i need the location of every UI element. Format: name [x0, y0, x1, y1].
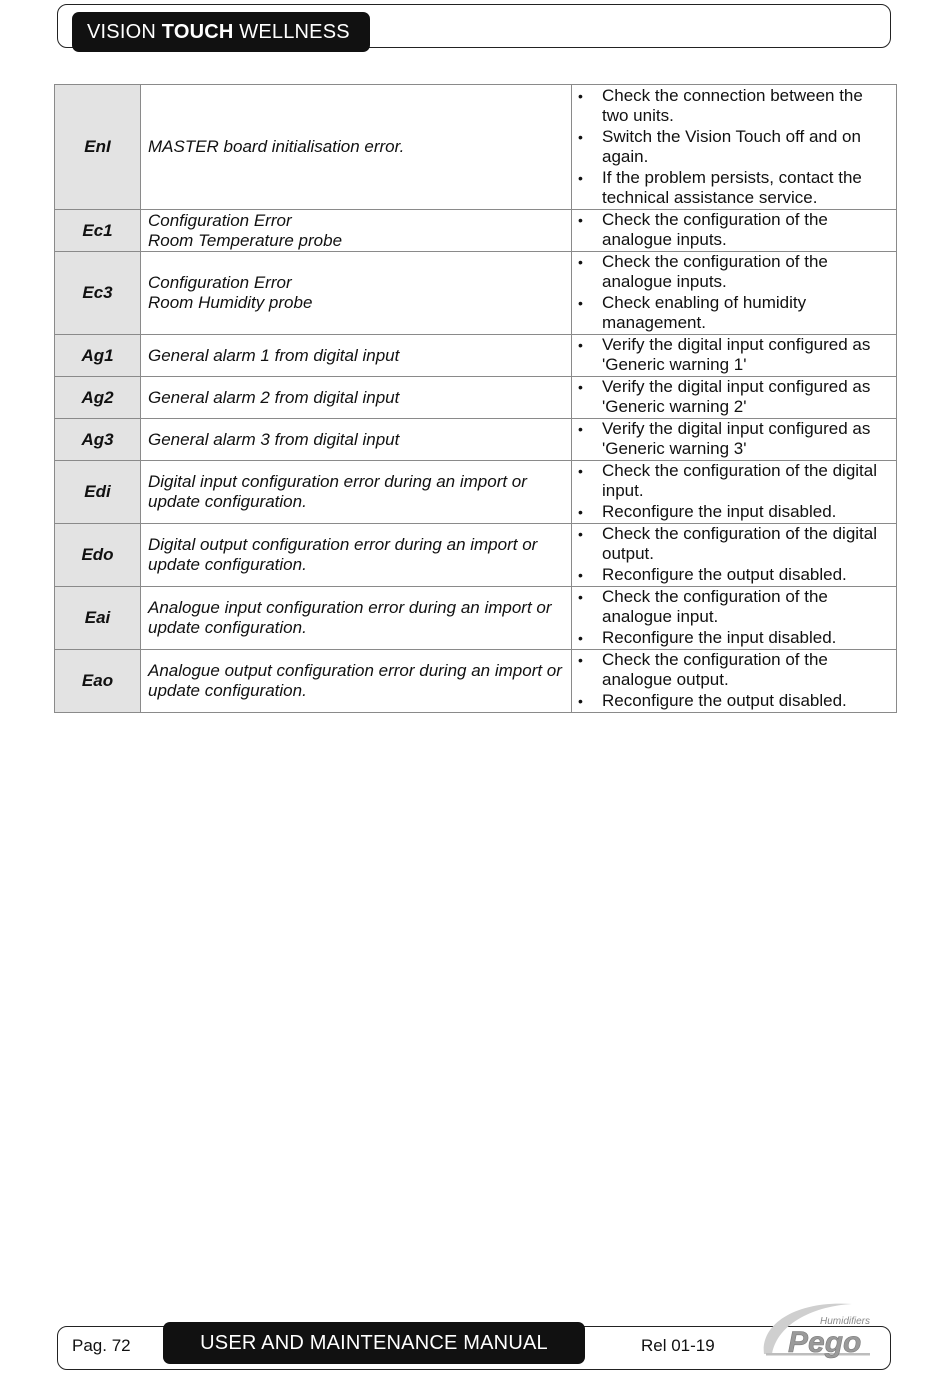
title-part-2: WELLNESS [239, 20, 350, 43]
alarm-actions [572, 335, 897, 377]
alarm-row [55, 419, 897, 461]
alarm-code: Ec3 [55, 252, 141, 335]
action-list [572, 377, 890, 417]
alarm-actions [572, 587, 897, 650]
action-list [572, 524, 890, 585]
description-line: General alarm 2 from digital input [148, 387, 400, 407]
title-bold-part: TOUCH [161, 20, 234, 43]
action-item: • If the problem persists, contact the technical assistance service. [572, 168, 890, 208]
alarm-actions [572, 419, 897, 461]
alarm-row [55, 210, 897, 252]
description-line: General alarm 1 from digital input [148, 345, 400, 365]
alarm-description [141, 377, 572, 419]
alarm-code: Eai [55, 587, 141, 650]
logo-brand: Pego [788, 1326, 862, 1359]
description-line: Room Humidity probe [148, 293, 313, 312]
logo-tagline: Humidifiers [820, 1316, 871, 1327]
action-item: • Check enabling of humidity management. [572, 293, 890, 333]
alarm-row [55, 85, 897, 210]
description-line: MASTER board initialisation error. [148, 137, 405, 156]
alarm-code: EnI [55, 85, 141, 210]
action-item: • Check the connection between the two units. [572, 86, 890, 126]
action-item: • Reconfigure the input disabled. [572, 628, 890, 648]
pego-logo-icon [756, 1296, 876, 1364]
description-line: Analogue input configuration error during an import or update configuration. [148, 598, 552, 637]
page-number: Pag. 72 [72, 1336, 131, 1355]
alarm-row [55, 252, 897, 335]
alarm-actions [572, 210, 897, 252]
description-line: Room Temperature probe [148, 230, 343, 250]
alarm-table [54, 84, 897, 713]
alarm-code: Edo [55, 524, 141, 587]
alarm-actions [572, 85, 897, 210]
alarm-description [141, 587, 572, 650]
action-item: • Reconfigure the input disabled. [572, 502, 890, 522]
alarm-description [141, 650, 572, 713]
document-title-tab [72, 12, 370, 52]
alarm-description [141, 335, 572, 377]
action-item: • Verify the digital input configured as 'Generic warning 1' [572, 335, 890, 375]
action-list [572, 587, 890, 648]
action-item: • Verify the digital input configured as 'Generic warning 3' [572, 419, 890, 459]
action-list [572, 86, 890, 208]
alarm-code: Eao [55, 650, 141, 713]
title-part-1: VISION [87, 20, 156, 43]
action-list [572, 252, 890, 333]
action-item: • Reconfigure the output disabled. [572, 691, 890, 711]
alarm-row [55, 650, 897, 713]
alarm-description [141, 419, 572, 461]
alarm-code: Ag3 [55, 419, 141, 461]
action-list [572, 461, 890, 522]
action-item: • Check the configuration of the analogue output. [572, 650, 890, 690]
alarm-row [55, 587, 897, 650]
alarm-description [141, 210, 572, 252]
manual-title: USER AND MAINTENANCE MANUAL [200, 1331, 548, 1354]
action-item: • Switch the Vision Touch off and on again. [572, 127, 890, 167]
alarm-actions [572, 377, 897, 419]
alarm-actions [572, 524, 897, 587]
description-line: Configuration Error [148, 273, 292, 292]
description-line: Digital output configuration error during an import or update configuration. [148, 535, 538, 574]
action-list [572, 210, 890, 250]
action-item: • Check the configuration of the analogue inputs. [572, 252, 890, 292]
alarm-code: Ag1 [55, 335, 141, 377]
alarm-row [55, 461, 897, 524]
action-item: • Check the configuration of the analogue input. [572, 587, 890, 627]
alarm-row [55, 335, 897, 377]
description-line: Digital input configuration error during an import or update configuration. [148, 472, 527, 511]
description-line: General alarm 3 from digital input [148, 429, 400, 449]
action-list [572, 335, 890, 375]
description-line: Analogue output configuration error during an import or update configuration. [148, 661, 562, 700]
alarm-table-body [55, 85, 897, 713]
alarm-description [141, 524, 572, 587]
action-list [572, 650, 890, 711]
alarm-description [141, 252, 572, 335]
alarm-row [55, 524, 897, 587]
alarm-description [141, 85, 572, 210]
action-item: • Check the configuration of the analogue inputs. [572, 210, 890, 250]
alarm-code: Ag2 [55, 377, 141, 419]
action-list [572, 419, 890, 459]
release-version: Rel 01-19 [641, 1336, 715, 1355]
action-item: • Reconfigure the output disabled. [572, 565, 890, 585]
action-item: • Check the configuration of the digital input. [572, 461, 890, 501]
action-item: • Verify the digital input configured as 'Generic warning 2' [572, 377, 890, 417]
alarm-actions [572, 252, 897, 335]
description-line: Configuration Error [148, 210, 292, 230]
action-item: • Check the configuration of the digital output. [572, 524, 890, 564]
manual-title-tab [163, 1322, 585, 1364]
alarm-code: Ec1 [55, 210, 141, 252]
alarm-actions [572, 461, 897, 524]
alarm-row [55, 377, 897, 419]
alarm-actions [572, 650, 897, 713]
alarm-description [141, 461, 572, 524]
alarm-code: Edi [55, 461, 141, 524]
